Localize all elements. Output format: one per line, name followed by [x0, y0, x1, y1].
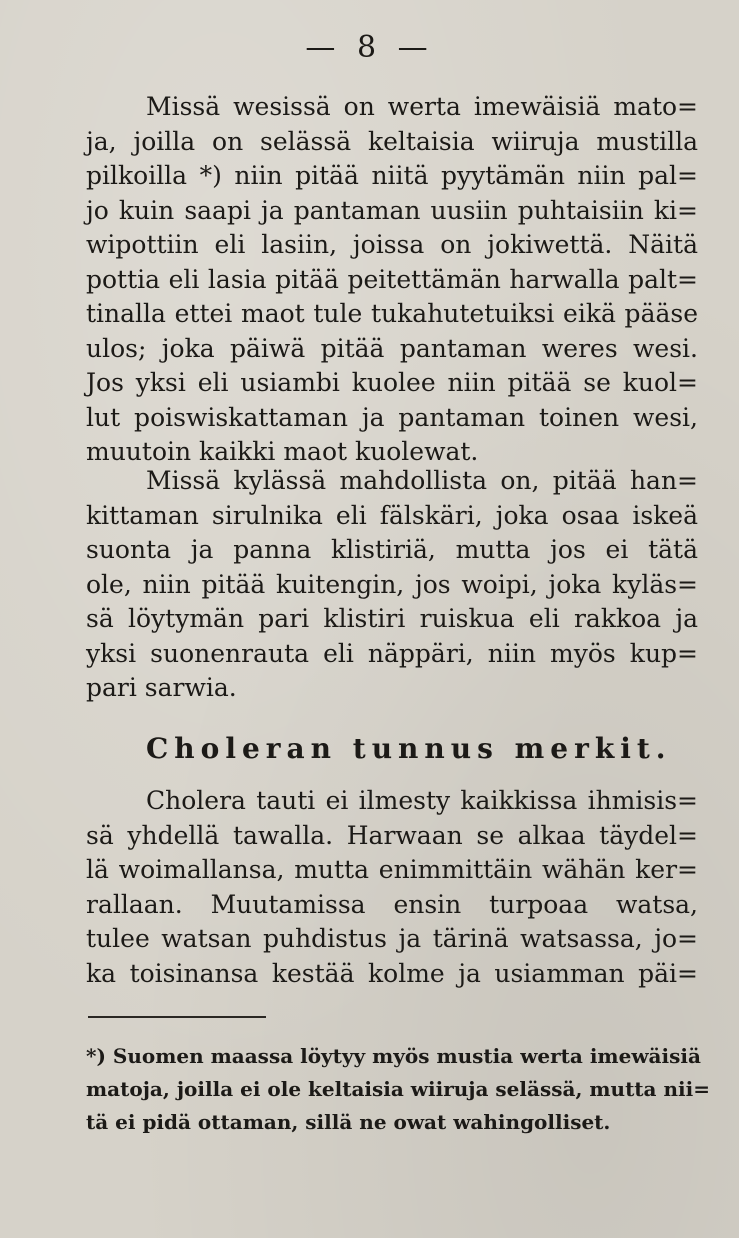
page-number: — 8 —	[305, 30, 434, 65]
text-line: suonta ja panna klistiriä, mutta jos ei tätä	[86, 535, 698, 564]
footnote-line: *) Suomen maassa löytyy myös mustia werta imewäisiä	[86, 1044, 701, 1068]
text-line: sä löytymän pari klistiri ruiskua eli rakkoa ja	[86, 604, 698, 633]
footnote-line: tä ei pidä ottaman, sillä ne owat wahingolliset.	[86, 1110, 611, 1134]
text-line: pilkoilla *) niin pitää niitä pyytämän niin pal=	[86, 161, 698, 190]
text-line: rallaan. Muutamissa ensin turpoaa watsa,	[86, 889, 698, 919]
footnote	[86, 1040, 710, 1139]
text-line: ja, joilla on selässä keltaisia wiiruja mustilla	[86, 126, 698, 156]
footnote-line: matoja, joilla ei ole keltaisia wiiruja selässä, mutta nii=	[86, 1077, 710, 1101]
text-line: ole, niin pitää kuitengin, jos woipi, joka kyläs=	[86, 569, 698, 599]
text-line: pottia eli lasia pitää peitettämän harwalla palt=	[86, 264, 698, 294]
text-line: ulos; joka päiwä pitää pantaman weres wesi.	[86, 333, 698, 363]
text-line: tulee watsan puhdistus ja tärinä watsassa, jo=	[86, 924, 698, 953]
text-line: muutoin kaikki maot kuolewat.	[86, 437, 479, 466]
text-line: pari sarwia.	[86, 673, 237, 702]
paragraph-leeches	[86, 90, 698, 470]
text-line: lut poiswiskattaman ja pantaman toinen wesi,	[86, 402, 698, 432]
text-line: kittaman sirulnika eli fälskäri, joka osaa iskeä	[86, 500, 698, 530]
text-line: jo kuin saapi ja pantaman uusiin puhtaisiin ki=	[86, 195, 698, 225]
paragraph-cholera-signs	[86, 784, 698, 991]
text-line: Missä wesissä on werta imewäisiä mato=	[146, 92, 698, 121]
text-line: yksi suonenrauta eli näppäri, niin myös kup=	[86, 638, 698, 668]
paragraph-village-barber	[86, 464, 698, 706]
text-line: sä yhdellä tawalla. Harwaan se alkaa täydel=	[86, 820, 698, 850]
text-line: tinalla ettei maot tule tukahutetuiksi eikä pääse	[86, 299, 698, 328]
footnote-divider	[88, 1016, 266, 1018]
text-line: ka toisinansa kestää kolme ja usiamman päi=	[86, 958, 698, 988]
text-line: Jos yksi eli usiambi kuolee niin pitää se kuol=	[86, 368, 698, 397]
text-line: wipottiin eli lasiin, joissa on jokiwettä. Näitä	[86, 230, 698, 259]
text-line: Cholera tauti ei ilmesty kaikkissa ihmisis=	[146, 786, 698, 815]
section-heading: Choleran tunnus merkit.	[146, 732, 672, 765]
text-line: Missä kylässä mahdollista on, pitää han=	[146, 466, 698, 495]
text-line: lä woimallansa, mutta enimmittäin wähän ker=	[86, 855, 698, 884]
